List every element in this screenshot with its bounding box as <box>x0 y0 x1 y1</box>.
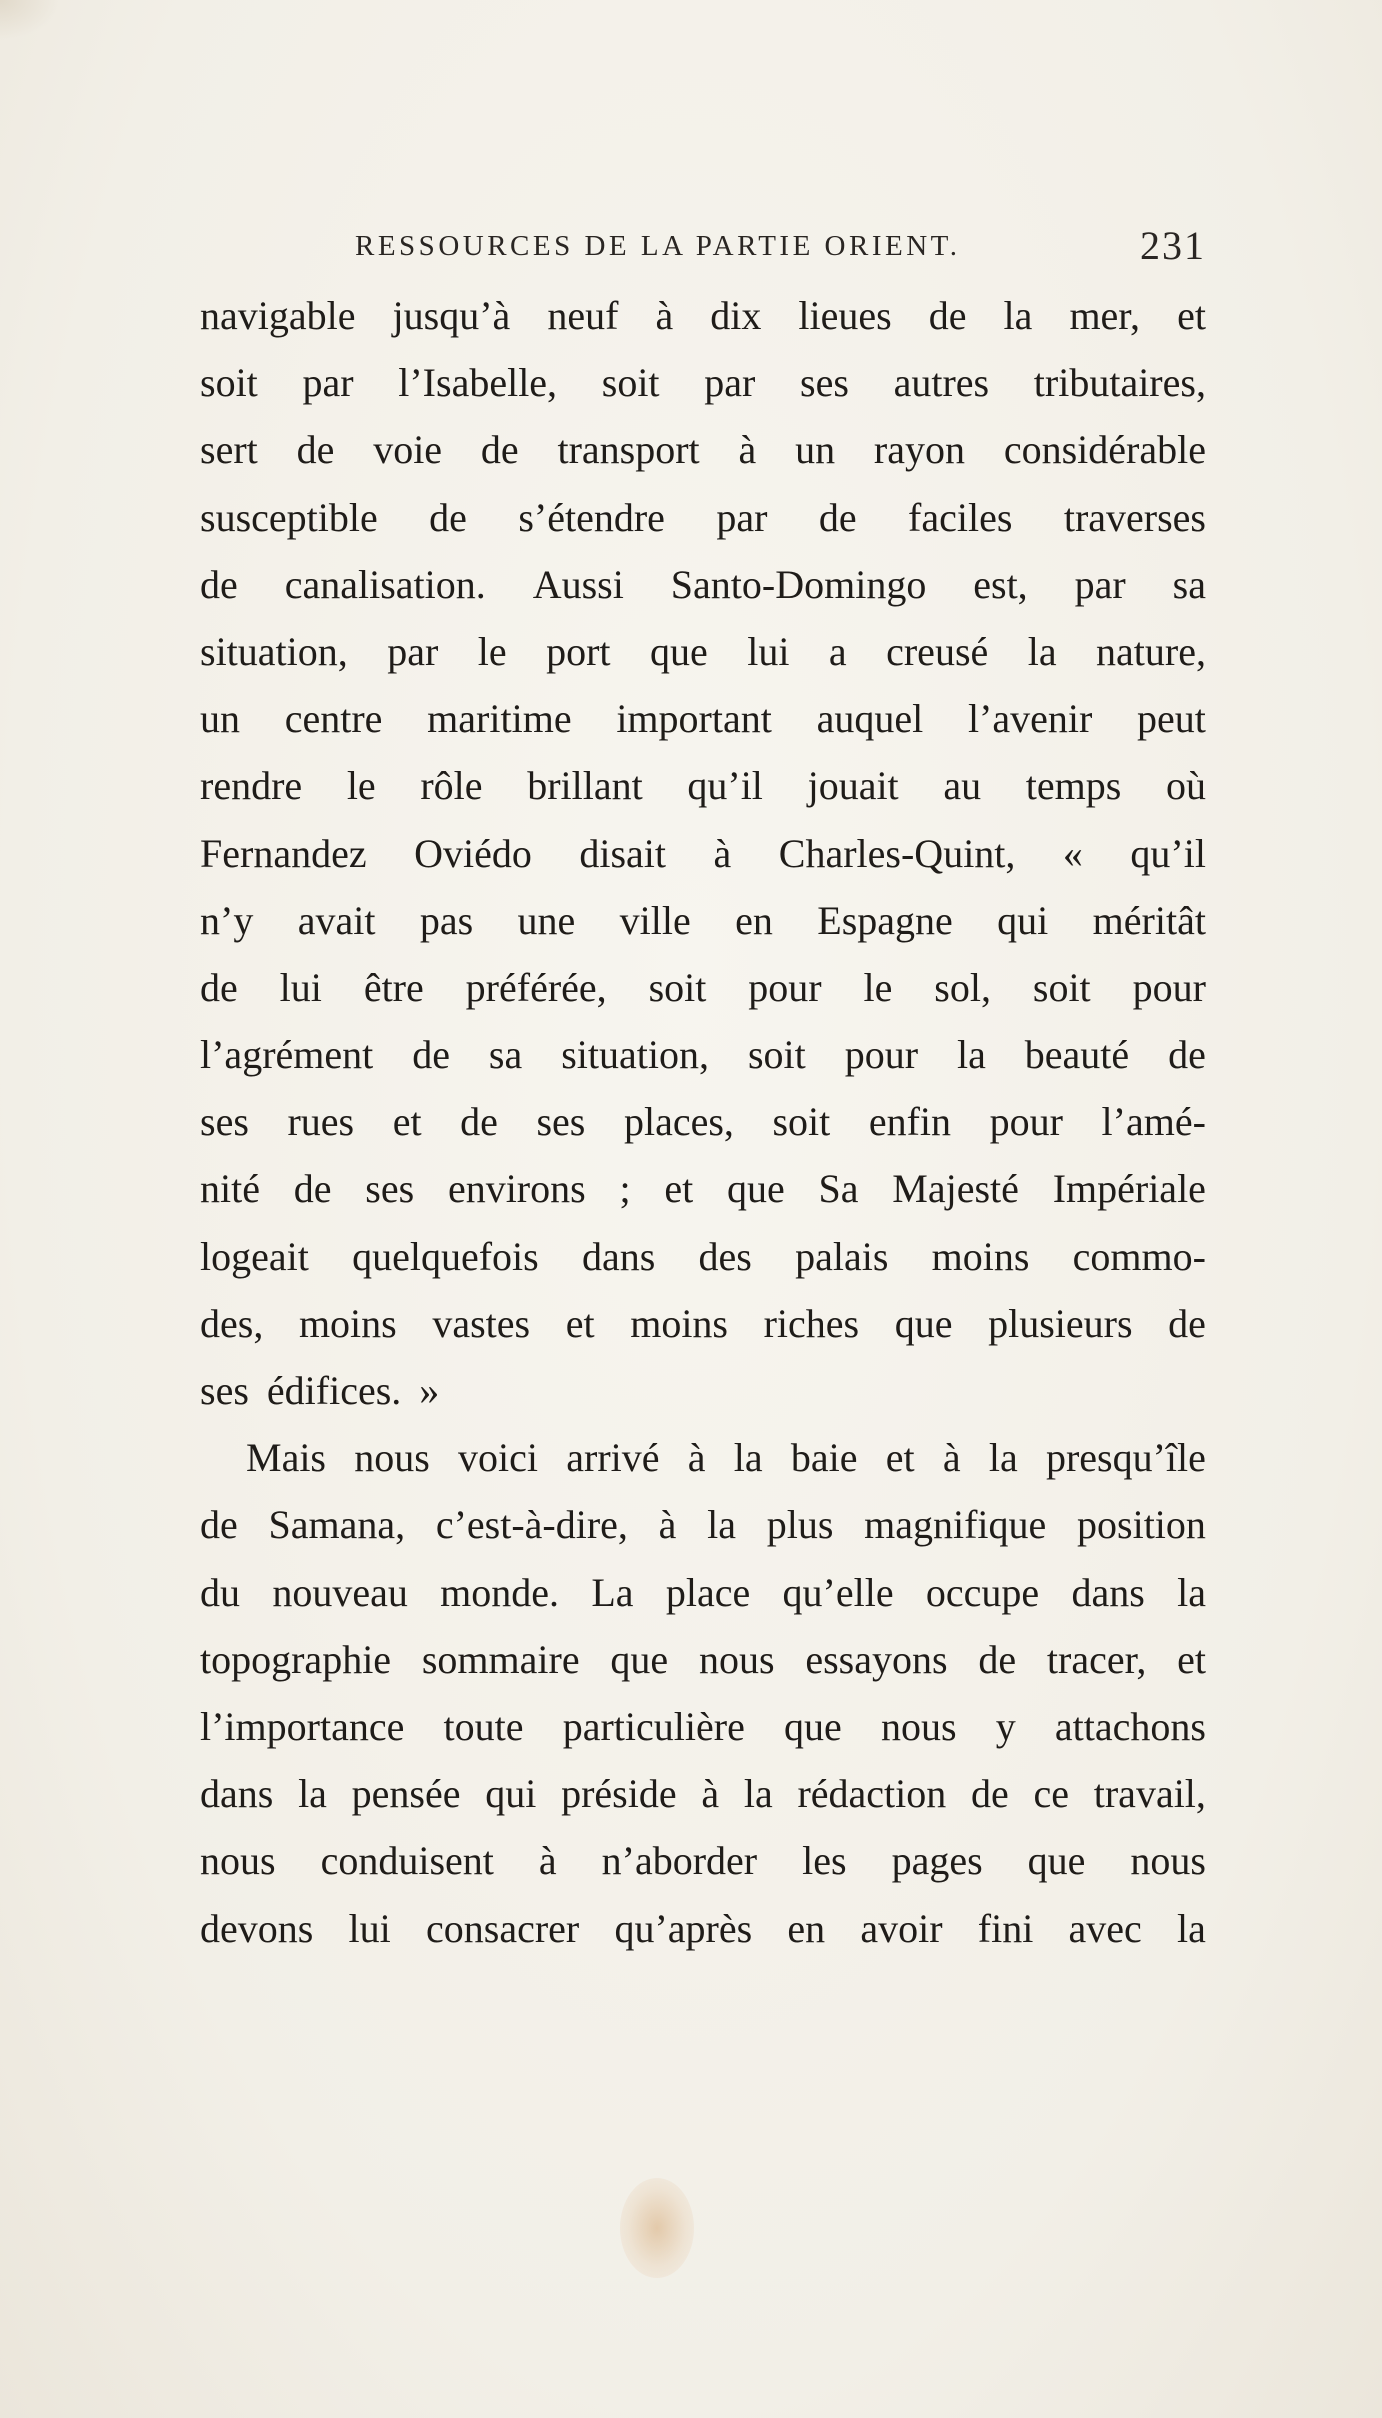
text-line: ses rues et de ses places, soit enfin pour l’amé- <box>200 1099 1206 1145</box>
text-line: de lui être préférée, soit pour le sol, soit pour <box>200 964 1206 1010</box>
text-line: de Samana, c’est-à-dire, à la plus magnifique position <box>200 1502 1206 1548</box>
running-head <box>200 223 1206 274</box>
text-line: des, moins vastes et moins riches que plusieurs de <box>200 1300 1206 1346</box>
text-line: de canalisation. Aussi Santo-Domingo est, par sa <box>200 561 1206 607</box>
running-title: RESSOURCES DE LA PARTIE ORIENT. <box>355 230 961 262</box>
paper-stain <box>620 2178 694 2278</box>
text-line: topographie sommaire que nous essayons de tracer, et <box>200 1636 1206 1682</box>
text-line: l’importance toute particulière que nous y attachons <box>200 1703 1206 1749</box>
text-line: un centre maritime important auquel l’avenir peut <box>200 696 1206 742</box>
text-line: rendre le rôle brillant qu’il jouait au temps où <box>200 763 1206 809</box>
text-line: logeait quelquefois dans des palais moins commo- <box>200 1233 1206 1279</box>
text-line: Fernandez Oviédo disait à Charles-Quint, « qu’il <box>200 830 1206 876</box>
text-line: ses édifices. » <box>200 1368 440 1413</box>
text-line: navigable jusqu’à neuf à dix lieues de la mer, et <box>200 293 1206 338</box>
paper-corner-mark <box>0 0 60 40</box>
text-line: nous conduisent à n’aborder les pages que nous <box>200 1838 1206 1884</box>
text-line: devons lui consacrer qu’après en avoir fini avec la <box>200 1905 1206 1951</box>
text-line: n’y avait pas une ville en Espagne qui méritât <box>200 897 1206 943</box>
text-line: nité de ses environs ; et que Sa Majesté Impériale <box>200 1166 1206 1212</box>
text-line: soit par l’Isabelle, soit par ses autres tributaires, <box>200 360 1206 406</box>
text-line: dans la pensée qui préside à la rédaction de ce travail, <box>200 1771 1206 1817</box>
text-line: susceptible de s’étendre par de faciles traverses <box>200 494 1206 540</box>
text-line: situation, par le port que lui a creusé la nature, <box>200 628 1206 674</box>
text-line: Mais nous voici arrivé à la baie et à la presqu’île <box>246 1435 1206 1481</box>
text-line: sert de voie de transport à un rayon considérable <box>200 427 1206 473</box>
text-line: du nouveau monde. La place qu’elle occupe dans la <box>200 1569 1206 1615</box>
page-number: 231 <box>1140 223 1206 268</box>
text-line: l’agrément de sa situation, soit pour la beauté de <box>200 1032 1206 1078</box>
body-text <box>200 282 1206 1962</box>
